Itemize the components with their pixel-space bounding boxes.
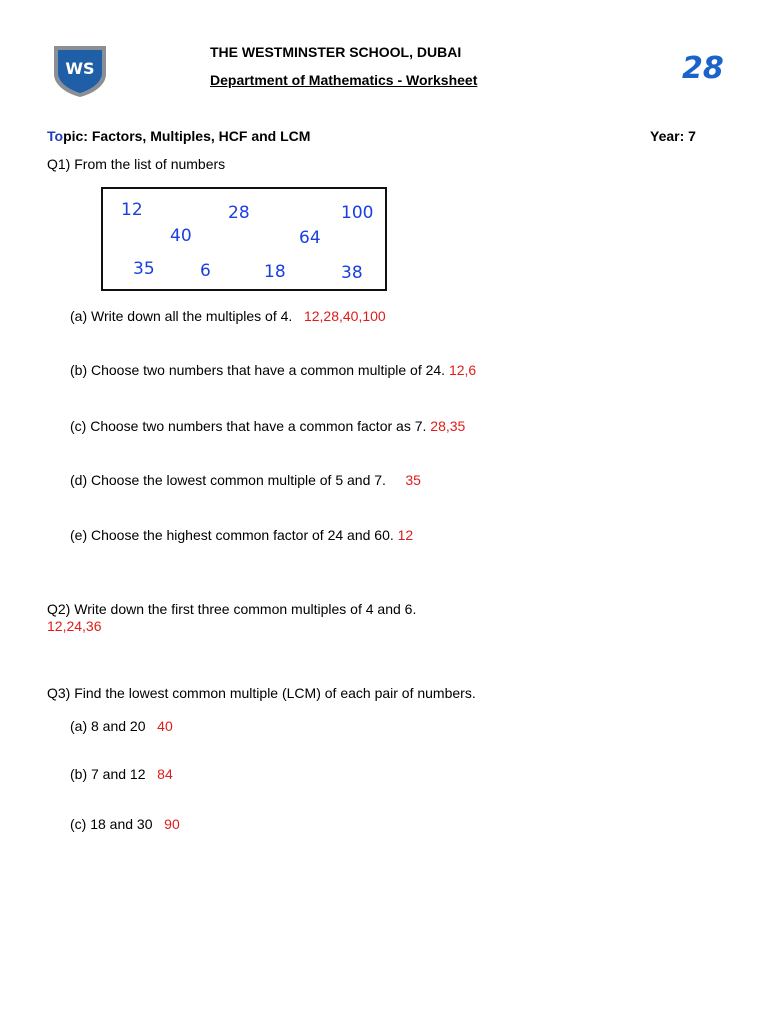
question-text: (a) Write down all the multiples of 4. — [70, 308, 293, 324]
school-name: THE WESTMINSTER SCHOOL, DUBAI — [210, 44, 462, 60]
question-text: (c) 18 and 30 — [70, 816, 153, 832]
number-item: 6 — [200, 261, 211, 281]
question-text: (c) Choose two numbers that have a common factor as 7. — [70, 418, 427, 434]
number-item: 28 — [228, 203, 250, 223]
number-item: 35 — [133, 259, 155, 279]
question-text: (b) 7 and 12 — [70, 766, 146, 782]
number-list-box — [101, 187, 387, 291]
q1-part-d — [70, 472, 421, 488]
q2-prompt: Q2) Write down the first three common multiples of 4 and 6. — [47, 601, 417, 617]
q1-part-b — [70, 362, 476, 378]
topic-prefix: To — [47, 128, 64, 144]
logo-ws-text: WS — [65, 59, 95, 78]
answer: 12,6 — [448, 362, 477, 378]
q1-prompt: Q1) From the list of numbers — [47, 156, 226, 172]
school-logo — [52, 44, 108, 98]
topic-rest: pic: Factors, Multiples, HCF and LCM — [63, 128, 311, 144]
number-item: 40 — [170, 226, 192, 246]
answer: 84 — [157, 766, 173, 782]
q1-part-c — [70, 418, 465, 434]
q1-part-e — [70, 527, 413, 543]
question-text: (b) Choose two numbers that have a common multiple of 24. — [70, 362, 446, 378]
answer: 35 — [405, 472, 421, 488]
anniversary-logo — [680, 46, 726, 86]
question-text: (a) 8 and 20 — [70, 718, 146, 734]
answer: 12 — [397, 527, 414, 543]
answer: 28,35 — [430, 418, 466, 434]
department-title: Department of Mathematics - Worksheet — [210, 72, 478, 88]
q2-answer: 12,24,36 — [47, 618, 102, 634]
question-text: (e) Choose the highest common factor of 24 and 60. — [70, 527, 394, 543]
answer: 40 — [157, 718, 173, 734]
q3-part-b — [70, 766, 173, 782]
number-item: 18 — [264, 262, 286, 282]
q3-part-c — [70, 816, 180, 832]
topic — [47, 128, 310, 144]
number-item: 64 — [299, 228, 321, 248]
logo-28-text: 28 — [682, 51, 724, 86]
q3-part-a — [70, 718, 173, 734]
number-item: 12 — [121, 200, 143, 220]
answer: 12,28,40,100 — [303, 308, 386, 324]
q3-prompt: Q3) Find the lowest common multiple (LCM) of each pair of numbers. — [47, 685, 476, 701]
year-label: Year: 7 — [650, 128, 696, 144]
number-item: 100 — [341, 203, 374, 223]
q1-part-a — [70, 308, 386, 324]
number-item: 38 — [341, 263, 363, 283]
question-text: (d) Choose the lowest common multiple of 5 and 7. — [70, 472, 386, 488]
answer: 90 — [164, 816, 180, 832]
